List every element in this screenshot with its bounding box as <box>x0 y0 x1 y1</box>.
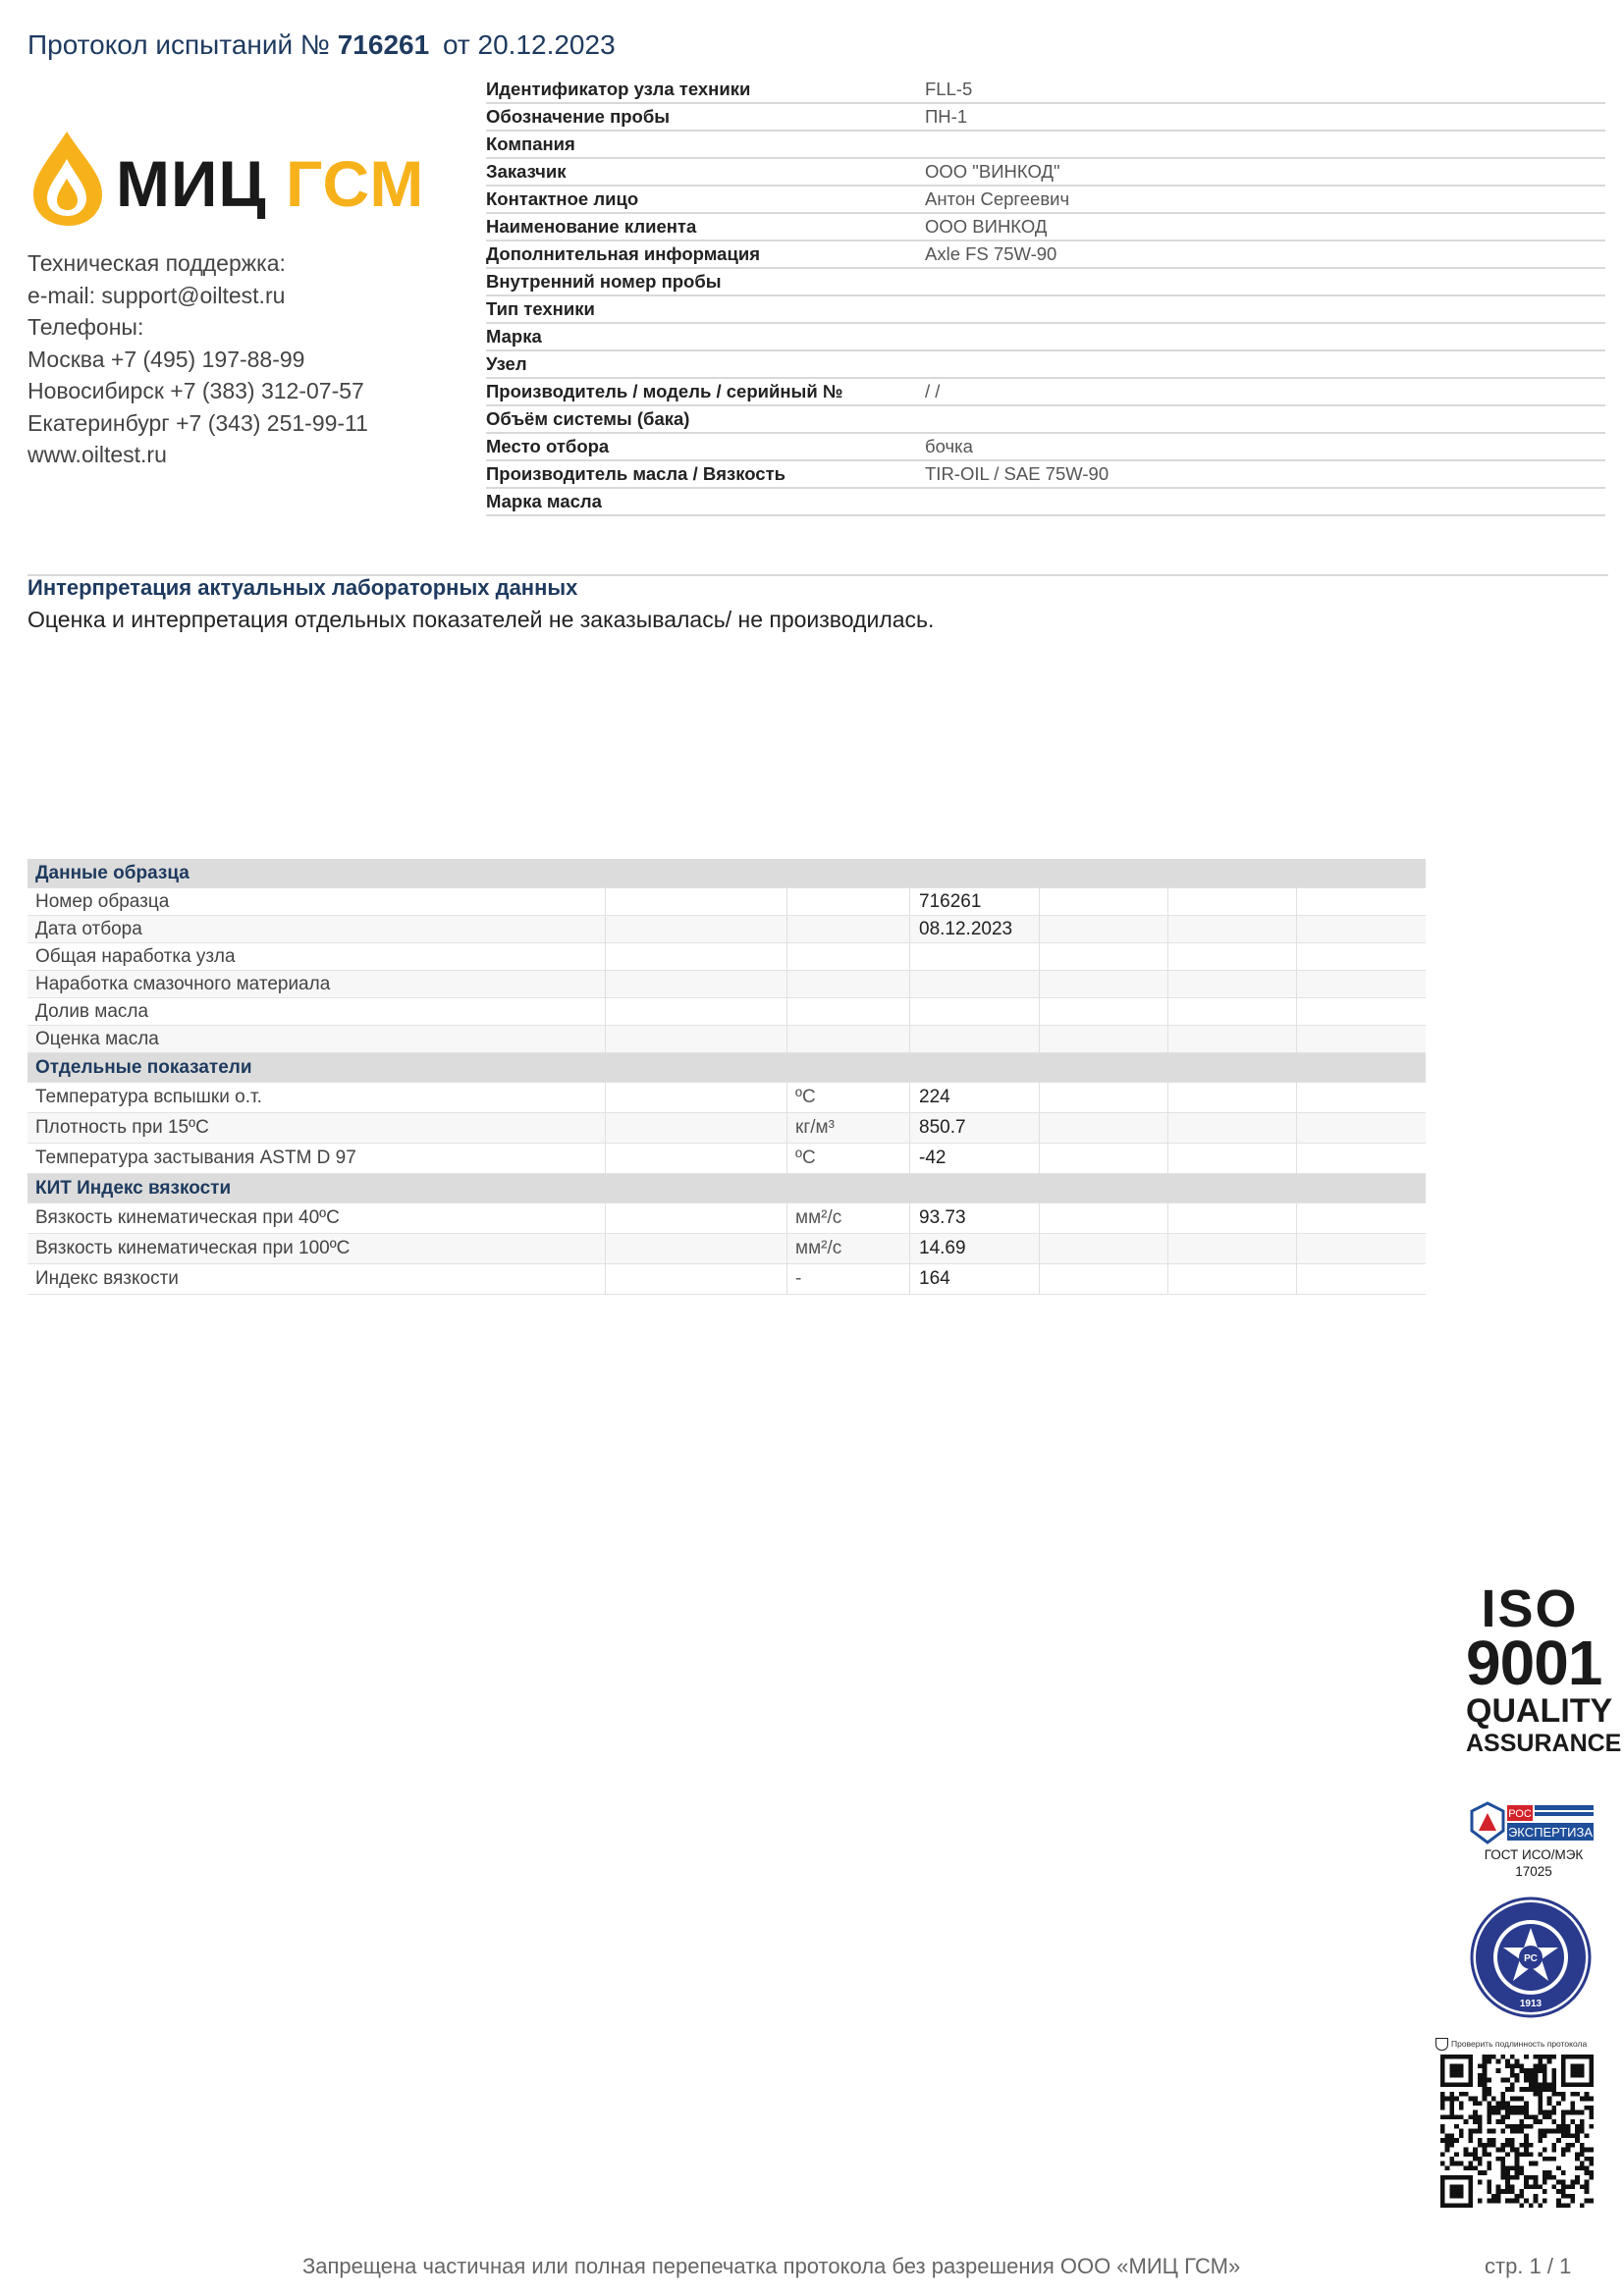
cell-divider <box>1167 1203 1168 1233</box>
table-row <box>27 1083 1426 1113</box>
contact-line: Техническая поддержка: <box>27 250 286 276</box>
cell-divider <box>1039 1026 1040 1052</box>
cell-divider <box>1167 916 1168 942</box>
cell-divider <box>1296 1144 1297 1173</box>
cell-divider <box>909 1264 910 1294</box>
ros-tag: РОС <box>1508 1808 1532 1820</box>
cell-divider <box>786 1234 787 1263</box>
table-row <box>27 916 1426 943</box>
protocol-prefix: Протокол испытаний № <box>27 29 330 60</box>
cell-divider <box>909 1203 910 1233</box>
cell-divider <box>605 888 606 915</box>
cell-divider <box>1296 943 1297 970</box>
row-label: Данные образца <box>35 863 189 883</box>
meta-key: Тип техники <box>486 298 595 319</box>
cell-divider <box>786 1113 787 1143</box>
cell-divider <box>605 1144 606 1173</box>
cell-divider <box>1039 971 1040 997</box>
row-label: Отдельные показатели <box>35 1057 252 1078</box>
ros-line: ГОСТ ИСО/МЭК <box>1484 1847 1584 1862</box>
iso-9001-logo <box>1466 1579 1622 1758</box>
table-row <box>27 943 1426 971</box>
cell-divider <box>1039 1264 1040 1294</box>
cell-divider <box>786 1264 787 1294</box>
row-value: 93.73 <box>919 1207 966 1228</box>
row-label: Плотность при 15ºC <box>35 1117 209 1138</box>
table-row <box>27 888 1426 916</box>
table-row <box>27 998 1426 1026</box>
cell-divider <box>1167 971 1168 997</box>
cell-divider <box>605 943 606 970</box>
row-value: 850.7 <box>919 1117 966 1138</box>
contacts-block <box>27 247 368 471</box>
table-row <box>27 1234 1426 1264</box>
meta-key: Узел <box>486 353 527 374</box>
meta-row <box>486 296 1605 324</box>
table-row <box>27 1203 1426 1234</box>
lab-results-table <box>27 859 1426 1295</box>
cell-divider <box>909 1083 910 1112</box>
table-row <box>27 1026 1426 1053</box>
cell-divider <box>605 1083 606 1112</box>
cell-divider <box>786 1144 787 1173</box>
table-section-header <box>27 859 1426 888</box>
row-unit: ºC <box>795 1087 816 1107</box>
row-unit: - <box>795 1268 802 1289</box>
meta-value: FLL-5 <box>925 79 973 99</box>
cell-divider <box>605 1026 606 1052</box>
row-label: Температура застывания ASTM D 97 <box>35 1148 356 1168</box>
row-label: Долив масла <box>35 1001 149 1022</box>
cell-divider <box>1296 888 1297 915</box>
shield-check-icon <box>1435 2038 1448 2051</box>
meta-row <box>486 132 1605 159</box>
row-value: 224 <box>919 1087 950 1107</box>
row-label: Температура вспышки о.т. <box>35 1087 262 1107</box>
row-label: Вязкость кинематическая при 100ºC <box>35 1238 351 1258</box>
table-row <box>27 1264 1426 1295</box>
meta-value: ООО ВИНКОД <box>925 216 1048 237</box>
cell-divider <box>1167 998 1168 1025</box>
cell-divider <box>1039 916 1040 942</box>
cell-divider <box>1039 1234 1040 1263</box>
maritime-register-seal-icon <box>1470 1896 1592 2018</box>
cell-divider <box>1167 1083 1168 1112</box>
row-label: КИТ Индекс вязкости <box>35 1178 232 1199</box>
protocol-date: от 20.12.2023 <box>442 29 616 60</box>
sample-meta-table <box>486 77 1605 516</box>
cell-divider <box>1167 888 1168 915</box>
cell-divider <box>786 916 787 942</box>
meta-row <box>486 159 1605 187</box>
table-row <box>27 1113 1426 1144</box>
cell-divider <box>1039 1083 1040 1112</box>
contact-line: Телефоны: <box>27 314 144 340</box>
row-label: Вязкость кинематическая при 40ºC <box>35 1207 340 1228</box>
meta-row <box>486 461 1605 489</box>
copyright-notice: Запрещена частичная или полная перепечатка протокола без разрешения ООО «МИЦ ГСМ» <box>302 2254 1241 2278</box>
meta-row <box>486 434 1605 461</box>
ros-line: 17025 <box>1515 1864 1552 1879</box>
cell-divider <box>1296 998 1297 1025</box>
cell-divider <box>1296 1026 1297 1052</box>
cell-divider <box>786 1203 787 1233</box>
cell-divider <box>605 916 606 942</box>
meta-key: Обозначение пробы <box>486 106 671 127</box>
table-section-header <box>27 1174 1426 1203</box>
meta-row <box>486 324 1605 351</box>
seal-year: 1913 <box>1519 1999 1543 2009</box>
contact-website[interactable]: www.oiltest.ru <box>27 442 167 467</box>
row-label: Наработка смазочного материала <box>35 974 331 994</box>
oil-drop-icon <box>27 130 116 228</box>
cell-divider <box>786 1026 787 1052</box>
meta-key: Производитель масла / Вязкость <box>486 463 786 484</box>
cell-divider <box>1167 1234 1168 1263</box>
meta-key: Объём системы (бака) <box>486 408 690 429</box>
company-logo <box>27 130 450 228</box>
meta-row <box>486 269 1605 296</box>
row-unit: кг/м³ <box>795 1117 835 1138</box>
meta-key: Внутренний номер пробы <box>486 271 722 292</box>
meta-key: Дополнительная информация <box>486 243 761 264</box>
meta-row <box>486 241 1605 269</box>
cell-divider <box>1167 1264 1168 1294</box>
cell-divider <box>909 971 910 997</box>
interpretation-title: Интерпретация актуальных лабораторных данных <box>27 575 578 600</box>
cell-divider <box>1039 943 1040 970</box>
logo-text-gsm: ГСМ <box>285 147 425 220</box>
cell-divider <box>1039 1203 1040 1233</box>
meta-key: Наименование клиента <box>486 216 697 237</box>
cell-divider <box>605 1113 606 1143</box>
cell-divider <box>605 1203 606 1233</box>
contact-phone: Новосибирск +7 (383) 312-07-57 <box>27 378 364 403</box>
row-label: Номер образца <box>35 891 170 912</box>
cell-divider <box>1296 1203 1297 1233</box>
page-number: стр. 1 / 1 <box>1485 2254 1572 2278</box>
cell-divider <box>1039 1144 1040 1173</box>
row-label: Индекс вязкости <box>35 1268 179 1289</box>
contact-phone: Москва +7 (495) 197-88-99 <box>27 346 305 372</box>
cell-divider <box>1296 916 1297 942</box>
ros-badge-icon <box>1470 1801 1597 1846</box>
contact-email[interactable]: e-mail: support@oiltest.ru <box>27 282 286 308</box>
row-value: 164 <box>919 1268 950 1289</box>
qr-caption-text: Проверить подлинность протокола <box>1451 2038 1588 2049</box>
cell-divider <box>1296 1113 1297 1143</box>
cell-divider <box>909 943 910 970</box>
meta-row <box>486 406 1605 434</box>
iso-line: ISO <box>1481 1579 1579 1638</box>
row-value: -42 <box>919 1148 947 1168</box>
cell-divider <box>786 943 787 970</box>
row-value: 08.12.2023 <box>919 919 1013 939</box>
interpretation-text: Оценка и интерпретация отдельных показателей не заказывалась/ не производилась. <box>27 607 935 632</box>
cell-divider <box>1167 1144 1168 1173</box>
cell-divider <box>1167 1113 1168 1143</box>
meta-value: / / <box>925 381 941 401</box>
meta-row <box>486 104 1605 132</box>
meta-row <box>486 489 1605 516</box>
seal-emblem: РС <box>1524 1953 1538 1964</box>
iso-line: ASSURANCE <box>1466 1730 1622 1757</box>
cell-divider <box>909 888 910 915</box>
meta-value: TIR-OIL / SAE 75W-90 <box>925 463 1110 484</box>
cell-divider <box>1167 943 1168 970</box>
cell-divider <box>1296 1264 1297 1294</box>
row-label: Дата отбора <box>35 919 142 939</box>
table-section-header <box>27 1053 1426 1083</box>
table-row <box>27 1144 1426 1174</box>
meta-key: Идентификатор узла техники <box>486 79 751 99</box>
page-title <box>27 29 616 61</box>
row-unit: мм²/с <box>795 1207 842 1228</box>
logo-text-mic: МИЦ <box>116 147 267 220</box>
protocol-number: 716261 <box>337 29 430 60</box>
meta-value: Антон Сергеевич <box>925 188 1070 209</box>
iso-line: 9001 <box>1466 1628 1602 1698</box>
cell-divider <box>786 1083 787 1112</box>
cell-divider <box>605 971 606 997</box>
cell-divider <box>1039 888 1040 915</box>
row-label: Оценка масла <box>35 1029 159 1049</box>
cell-divider <box>1167 1026 1168 1052</box>
meta-value: Axle FS 75W-90 <box>925 243 1057 264</box>
meta-key: Производитель / модель / серийный № <box>486 381 843 401</box>
verification-qr-code[interactable] <box>1440 2055 1594 2208</box>
meta-key: Марка <box>486 326 542 347</box>
meta-value: бочка <box>925 436 973 456</box>
ros-ekspertiza-logo <box>1470 1801 1597 1880</box>
cell-divider <box>786 971 787 997</box>
cell-divider <box>909 1234 910 1263</box>
meta-row <box>486 77 1605 104</box>
cell-divider <box>786 888 787 915</box>
meta-row <box>486 214 1605 241</box>
meta-key: Заказчик <box>486 161 567 182</box>
cell-divider <box>909 1113 910 1143</box>
meta-key: Марка масла <box>486 491 602 511</box>
cell-divider <box>909 998 910 1025</box>
cell-divider <box>1296 1083 1297 1112</box>
table-row <box>27 971 1426 998</box>
meta-row <box>486 379 1605 406</box>
cell-divider <box>786 998 787 1025</box>
meta-key: Контактное лицо <box>486 188 639 209</box>
meta-key: Место отбора <box>486 436 610 456</box>
cell-divider <box>605 998 606 1025</box>
contact-phone: Екатеринбург +7 (343) 251-99-11 <box>27 409 368 436</box>
meta-value: ООО "ВИНКОД" <box>925 161 1060 182</box>
meta-value: ПН-1 <box>925 106 968 127</box>
meta-row <box>486 351 1605 379</box>
row-value: 14.69 <box>919 1238 966 1258</box>
cell-divider <box>605 1264 606 1294</box>
meta-key: Компания <box>486 133 575 154</box>
meta-row <box>486 187 1605 214</box>
row-unit: мм²/с <box>795 1238 842 1258</box>
cell-divider <box>1039 998 1040 1025</box>
row-value: 716261 <box>919 891 982 912</box>
qr-caption <box>1435 2038 1587 2051</box>
cell-divider <box>605 1234 606 1263</box>
row-label: Общая наработка узла <box>35 946 236 967</box>
cell-divider <box>909 1026 910 1052</box>
cell-divider <box>909 916 910 942</box>
ros-tag: ЭКСПЕРТИЗА <box>1507 1825 1594 1840</box>
cell-divider <box>1296 1234 1297 1263</box>
cell-divider <box>909 1144 910 1173</box>
row-unit: ºC <box>795 1148 816 1168</box>
iso-line: QUALITY <box>1466 1692 1613 1730</box>
cell-divider <box>1296 971 1297 997</box>
cell-divider <box>1039 1113 1040 1143</box>
